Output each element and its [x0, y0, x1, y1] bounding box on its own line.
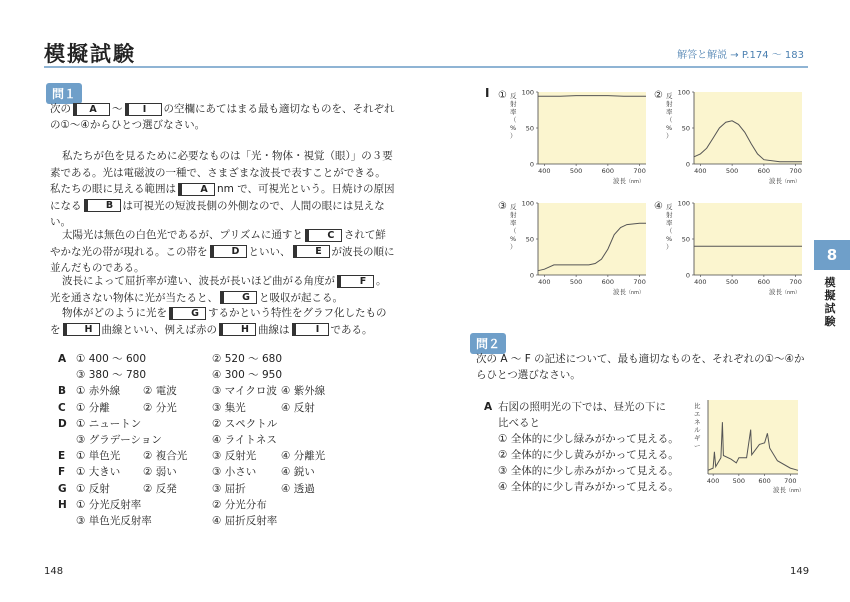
reflectance-chart-4 — [654, 193, 804, 303]
x-axis-unit: （nm） — [782, 179, 801, 185]
panel-number: ② — [654, 90, 663, 101]
reflectance-chart-1 — [498, 82, 648, 192]
x-tick-label: 500 — [569, 167, 583, 175]
y-axis-label-char: （ — [510, 227, 517, 235]
y-axis-label-char: ギ — [694, 434, 701, 442]
x-tick-label: 400 — [694, 278, 707, 286]
y-tick-label: 50 — [525, 124, 534, 133]
y-tick-label: 50 — [681, 124, 690, 133]
question-2-instruction: 次の A 〜 F の記述について、最も適切なものを、それぞれの①〜④からひとつ選びなさい。 — [476, 353, 805, 381]
chapter-tab-text: 模 擬 試 験 — [824, 276, 836, 328]
q2-choice-3: ③ 全体的に少し赤みがかって見える。 — [498, 465, 679, 477]
option-choice: ③ マイクロ波 — [212, 385, 277, 398]
x-tick-label: 400 — [538, 167, 551, 175]
option-choice: ③ 集光 — [212, 401, 246, 414]
question-1-badge: 問１ — [46, 83, 82, 104]
y-axis-label-char: （ — [510, 116, 517, 124]
x-axis-unit: （nm） — [626, 290, 645, 296]
y-axis-label-char: ） — [510, 132, 517, 140]
y-tick-label: 0 — [685, 271, 690, 280]
y-axis-label-char: （ — [666, 116, 673, 124]
x-tick-label: 400 — [706, 477, 720, 485]
question-1-paragraph-4: 物体がどのように光を G するかという特性をグラフ化したものを H 曲線といい、例えば赤の H 曲線は I である。 — [50, 307, 387, 336]
option-choice: ③ 380 〜 780 — [76, 369, 147, 382]
x-tick-label: 500 — [725, 167, 739, 175]
q2-choice-1: ① 全体的に少し緑みがかって見える。 — [498, 433, 679, 445]
option-choice: ② 520 〜 680 — [212, 353, 283, 365]
x-tick-label: 700 — [633, 278, 646, 286]
panel-number: ③ — [498, 201, 507, 212]
option-choice: ④ 分離光 — [281, 450, 326, 463]
option-letter: C — [58, 401, 66, 414]
y-tick-label: 0 — [529, 271, 534, 280]
page-title: 模擬試験 — [44, 42, 136, 66]
x-axis-label: 波長 — [769, 177, 782, 185]
option-choice: ② スペクトル — [212, 417, 278, 430]
y-axis-label-char: % — [666, 235, 673, 243]
reflectance-chart-3 — [498, 193, 648, 303]
x-tick-label: 500 — [732, 477, 746, 485]
option-choice: ② 分光分布 — [212, 498, 267, 511]
plot-background — [694, 92, 802, 164]
option-letter: B — [58, 385, 67, 398]
question-1-paragraph-2: 太陽光は無色の白色光であるが、プリズムに通すと C されて鮮やかな光の帯が現れる。この帯を D といい、 E が波長の順に並んだものである。 — [50, 229, 395, 274]
option-choice: ① 反射 — [76, 482, 110, 495]
x-tick-label: 700 — [784, 477, 797, 485]
y-tick-label: 100 — [677, 88, 690, 97]
option-choice: ② 複合光 — [143, 450, 188, 463]
option-choice: ③ 反射光 — [212, 450, 257, 463]
y-tick-label: 0 — [529, 160, 534, 169]
plot-background — [538, 92, 646, 164]
option-choice: ③ 屈折 — [212, 482, 246, 495]
y-axis-label-char: エ — [694, 410, 701, 418]
y-axis-label-char: ル — [694, 426, 701, 434]
illuminant-spectrum-svg — [690, 396, 805, 496]
x-axis-unit: （nm） — [626, 179, 645, 185]
option-choice: ① ニュートン — [76, 417, 142, 430]
option-choice: ① 赤外線 — [76, 385, 121, 398]
chapter-tab-label — [822, 276, 838, 328]
option-letter: F — [58, 466, 66, 479]
x-tick-label: 500 — [569, 278, 583, 286]
option-choice: ① 分光反射率 — [76, 498, 142, 511]
y-tick-label: 100 — [521, 88, 534, 97]
x-tick-label: 700 — [789, 278, 802, 286]
x-tick-label: 400 — [694, 167, 707, 175]
option-choice: ② 反発 — [143, 482, 177, 495]
y-axis-label-char: % — [666, 124, 673, 132]
option-choice: ① 単色光 — [76, 450, 121, 463]
option-choice: ③ グラデーション — [76, 434, 162, 446]
page-number-right: 149 — [790, 566, 810, 577]
header-divider — [44, 66, 808, 68]
q2-choice-2: ② 全体的に少し黄みがかって見える。 — [498, 449, 679, 461]
y-axis-label-char: 反 — [510, 92, 517, 100]
question-1-paragraph-1: 私たちが色を見るために必要なものは「光・物体・視覚（眼）」の３要素である。光は電磁波の一種で、さまざまな波長で表すことができる。私たちの眼に見える範囲は A nm で、可視光という。日焼けの原因になる B は可視光の短波長側の外側なので、人間の眼には見えない。 — [50, 150, 395, 228]
option-choice: ④ ライトネス — [212, 434, 277, 446]
y-axis-label-char: 射 — [666, 100, 673, 108]
question-1-instruction: 次の A 〜 I の空欄にあてはまる最も適切なものを、それぞれの①〜④からひとつ選びなさい。 — [50, 103, 395, 131]
reflectance-chart-2 — [654, 82, 804, 192]
question-1-paragraph-3: 波長によって屈折率が違い、波長が長いほど曲がる角度が F 。光を通さない物体に光が当たると、 G と吸収が起こる。 — [50, 275, 387, 304]
y-tick-label: 100 — [521, 199, 534, 208]
q2-a-text-1: 右図の照明光の下では、昼光の下に — [498, 401, 666, 413]
y-axis-label-char: 率 — [510, 219, 517, 227]
x-axis-label: 波長 — [613, 288, 626, 296]
y-axis-label-char: ー — [694, 442, 701, 450]
panel-number: ① — [498, 90, 507, 101]
x-axis-unit: （nm） — [782, 290, 801, 296]
option-choice: ① 分離 — [76, 401, 110, 414]
x-tick-label: 600 — [601, 167, 615, 175]
option-letter: D — [58, 417, 67, 430]
x-tick-label: 600 — [757, 167, 771, 175]
x-axis-label: 波長 — [613, 177, 626, 185]
y-axis-label-char: （ — [666, 227, 673, 235]
option-choice: ④ 紫外線 — [281, 385, 326, 398]
option-choice: ① 400 〜 600 — [76, 353, 147, 365]
option-choice: ② 電波 — [143, 385, 177, 398]
y-tick-label: 100 — [677, 199, 690, 208]
option-choice: ④ 反射 — [281, 401, 315, 414]
x-tick-label: 600 — [757, 278, 771, 286]
option-letter: E — [58, 450, 66, 463]
x-tick-label: 400 — [538, 278, 551, 286]
answers-reference: 解答と解説 → P.174 〜 183 — [677, 50, 804, 61]
y-axis-label-char: 反 — [666, 92, 673, 100]
q2-choice-4: ④ 全体的に少し青みがかって見える。 — [498, 481, 679, 493]
option-choice: ④ 鋭い — [281, 466, 315, 479]
y-axis-label-char: 率 — [666, 219, 673, 227]
x-axis-label: 波長 — [773, 486, 786, 494]
x-axis-unit: （nm） — [786, 488, 805, 494]
option-choice: ④ 屈折反射率 — [212, 515, 278, 527]
option-choice: ② 分光 — [143, 401, 177, 414]
option-choice: ① 大きい — [76, 466, 121, 479]
option-letter: A — [58, 353, 67, 365]
y-axis-label-char: 比 — [694, 402, 701, 410]
panel-number: ④ — [654, 201, 663, 212]
y-axis-label-char: ） — [666, 243, 673, 251]
y-axis-label-char: 率 — [666, 108, 673, 116]
option-choice: ④ 300 〜 950 — [212, 369, 283, 382]
x-axis-label: 波長 — [769, 288, 782, 296]
option-choice: ② 弱い — [143, 466, 177, 479]
y-axis-label-char: 率 — [510, 108, 517, 116]
x-tick-label: 600 — [601, 278, 615, 286]
plot-background — [694, 203, 802, 275]
chart-set-label: I — [485, 86, 490, 100]
option-choice: ③ 小さい — [212, 466, 257, 479]
y-axis-label-char: 反 — [510, 203, 517, 211]
y-axis-label-char: ） — [510, 243, 517, 251]
q2-a-text-2: 比べると — [498, 417, 540, 429]
option-choice: ④ 透過 — [281, 482, 315, 495]
q2-a-letter: A — [484, 401, 493, 413]
y-tick-label: 50 — [681, 235, 690, 244]
y-axis-label-char: 射 — [666, 211, 673, 219]
y-axis-label-char: 反 — [666, 203, 673, 211]
y-axis-label-char: 射 — [510, 211, 517, 219]
y-axis-label-char: 射 — [510, 100, 517, 108]
option-letter: G — [58, 482, 67, 495]
y-tick-label: 0 — [685, 160, 690, 169]
y-axis-label-char: % — [510, 235, 517, 243]
chapter-tab: 8 — [814, 240, 850, 270]
question-2-badge: 問２ — [470, 333, 506, 354]
x-tick-label: 500 — [725, 278, 739, 286]
x-tick-label: 700 — [789, 167, 802, 175]
page-number-left: 148 — [44, 566, 64, 577]
y-axis-label-char: ネ — [694, 418, 701, 426]
option-letter: H — [58, 498, 67, 511]
y-tick-label: 50 — [525, 235, 534, 244]
y-axis-label-char: ） — [666, 132, 673, 140]
x-tick-label: 600 — [758, 477, 771, 485]
x-tick-label: 700 — [633, 167, 646, 175]
y-axis-label-char: % — [510, 124, 517, 132]
option-choice: ③ 単色光反射率 — [76, 515, 152, 527]
